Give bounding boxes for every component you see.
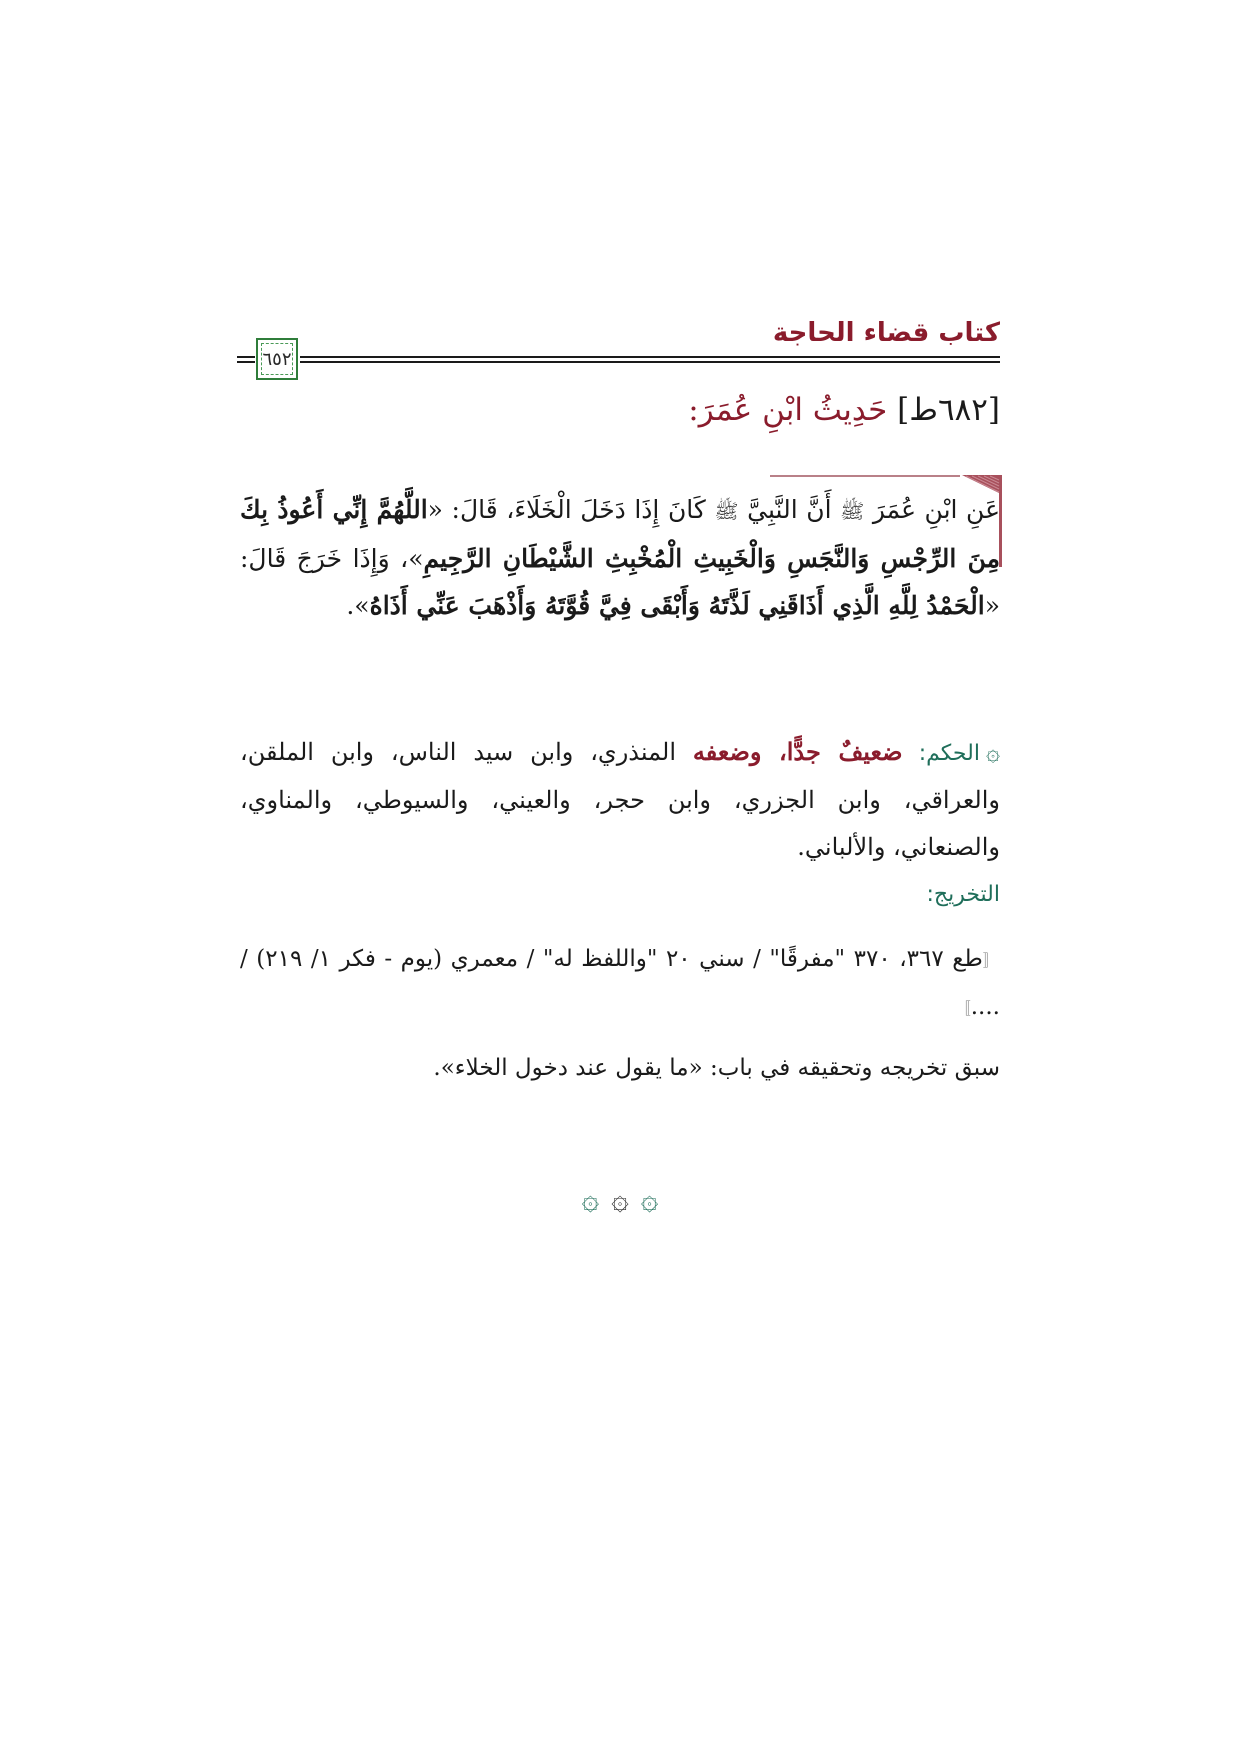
hadith-title: حَدِيثُ ابْنِ عُمَرَ:: [688, 392, 888, 428]
bracket-open-icon: 〚: [982, 951, 1000, 970]
hadith-text: [240, 486, 1000, 629]
hadith-mid: »، وَإِذَا خَرَجَ قَالَ: «: [240, 544, 1000, 620]
hadith-end: ».: [346, 591, 370, 620]
takhrij-references: [240, 936, 1000, 1032]
page-number-badge: [256, 338, 298, 380]
ruling-paragraph: [240, 728, 1000, 871]
hadith-heading: [688, 392, 1000, 428]
dua-entering: اللَّهُمَّ إِنِّي أَعُوذُ بِكَ مِنَ الرِّجْسِ وَالنَّجَسِ وَالْخَبِيثِ الْمُخْبِثِ الشَّيْطَانِ الرَّجِيمِ: [240, 495, 1001, 573]
honorific-glyph-prophet: ﷺ: [714, 499, 739, 523]
hadith-number: [٦٨٢ط]: [887, 392, 1000, 428]
hadith-intro-end: كَانَ إِذَا دَخَلَ الْخَلَاءَ، قَالَ: «: [427, 495, 715, 524]
ruling-label: الحكم:: [902, 741, 980, 766]
ruling-text: المنذري، وابن سيد الناس، وابن الملقن، والعراقي، وابن الجزري، وابن حجر، والعيني، والسيوطي، والمناوي، والصنعاني، والألباني.: [240, 738, 1000, 861]
divider-ornament-icon: ۞: [611, 1182, 629, 1217]
quote-top-line: [770, 475, 960, 477]
previous-reference: سبق تخريجه وتحقيقه في باب: «ما يقول عند دخول الخلاء».: [433, 1055, 1000, 1081]
header-rule-stub: [237, 356, 255, 364]
takhrij-refs-text: طع ٣٦٧، ٣٧٠ "مفرقًا" / سني ٢٠ "واللفظ له" / معمري (يوم - فكر ١/ ٢١٩) / ....: [240, 946, 1000, 1020]
divider-ornament-icon: ۞: [640, 1182, 659, 1217]
page-number: ٦٥٢: [262, 348, 292, 370]
section-divider: [520, 1180, 720, 1220]
running-title: كتاب قضاء الحاجة: [772, 318, 1000, 348]
ruling-ornament-icon: ۞: [985, 738, 1001, 766]
honorific-glyph-companion: ﷺ: [840, 499, 865, 523]
header-rule: [300, 356, 1000, 364]
divider-ornament-icon: ۞: [581, 1182, 600, 1217]
hadith-intro-mid: أَنَّ النَّبِيَّ: [738, 495, 841, 524]
bracket-close-icon: 〛: [954, 999, 971, 1018]
ruling-grade: ضعيفٌ جدًّا، وضعفه: [692, 737, 903, 766]
takhrij-heading: التخريج:: [926, 882, 1000, 907]
hadith-intro: عَنِ ابْنِ عُمَرَ: [864, 495, 1001, 524]
dua-exiting: الْحَمْدُ لِلَّهِ الَّذِي أَذَاقَنِي لَذَّتَهُ وَأَبْقَى فِيَّ قُوَّتَهُ وَأَذْهَبَ عَنِّي أَذَاهُ: [369, 591, 985, 620]
